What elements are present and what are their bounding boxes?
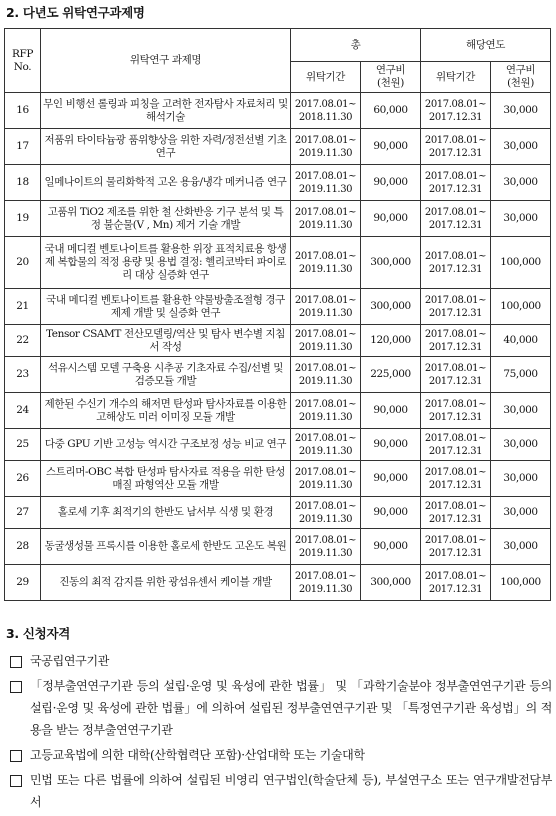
total-period-cell: 2017.08.01~ 2019.11.30 xyxy=(291,357,361,393)
project-title-cell: 스트리머-OBC 복합 탄성파 탐사자료 적용을 위한 탄성매질 파형역산 모듈 개발 xyxy=(41,461,291,497)
project-title-cell: 저품위 타이타늄광 품위향상을 위한 자력/정전선별 기초연구 xyxy=(41,129,291,165)
table-row xyxy=(5,357,551,393)
table-row xyxy=(5,237,551,289)
total-period-cell: 2017.08.01~ 2019.11.30 xyxy=(291,461,361,497)
eligibility-item xyxy=(6,675,552,741)
total-cost-cell: 90,000 xyxy=(361,393,421,429)
year-cost-cell: 30,000 xyxy=(491,93,551,129)
rfp-no-cell: 24 xyxy=(5,393,41,429)
project-title-cell: 고품위 TiO2 제조를 위한 철 산화반응 기구 분석 및 특정 불순물(V , Mn) 제거 기술 개발 xyxy=(41,201,291,237)
eligibility-item xyxy=(6,744,552,766)
project-title-cell: Tensor CSAMT 전산모델링/역산 및 탐사 변수별 지침서 작성 xyxy=(41,325,291,357)
rfp-no-cell: 29 xyxy=(5,565,41,601)
year-period-cell: 2017.08.01~ 2017.12.31 xyxy=(421,325,491,357)
header-current-year: 해당연도 xyxy=(421,29,551,62)
year-period-cell: 2017.08.01~ 2017.12.31 xyxy=(421,165,491,201)
section2-title: 2. 다년도 위탁연구과제명 xyxy=(6,5,145,20)
year-period-cell: 2017.08.01~ 2017.12.31 xyxy=(421,461,491,497)
project-title-cell: 국내 메디컬 벤토나이트를 활용한 약물방출조절형 경구제제 개발 및 실증화 연구 xyxy=(41,289,291,325)
total-cost-cell: 90,000 xyxy=(361,497,421,529)
total-cost-cell: 90,000 xyxy=(361,201,421,237)
section3-title: 3. 신청자격 xyxy=(6,626,70,641)
total-period-cell: 2017.08.01~ 2019.11.30 xyxy=(291,165,361,201)
table-row xyxy=(5,201,551,237)
project-title-cell: 홀로세 기후 최적기의 한반도 남서부 식생 및 환경 xyxy=(41,497,291,529)
project-title-cell: 진동의 최적 감지를 위한 광섬유센서 케이블 개발 xyxy=(41,565,291,601)
total-period-cell: 2017.08.01~ 2019.11.30 xyxy=(291,201,361,237)
year-period-cell: 2017.08.01~ 2017.12.31 xyxy=(421,93,491,129)
header-total-cost: 연구비 (천원) xyxy=(361,62,421,93)
table-row xyxy=(5,129,551,165)
year-cost-cell: 30,000 xyxy=(491,129,551,165)
rfp-no-cell: 21 xyxy=(5,289,41,325)
year-period-cell: 2017.08.01~ 2017.12.31 xyxy=(421,289,491,325)
header-year-period: 위탁기간 xyxy=(421,62,491,93)
year-cost-cell: 100,000 xyxy=(491,237,551,289)
project-title-cell: 석유시스템 모델 구축용 시추공 기초자료 수집/선별 및 검증모듈 개발 xyxy=(41,357,291,393)
rfp-no-cell: 16 xyxy=(5,93,41,129)
table-row xyxy=(5,461,551,497)
total-cost-cell: 60,000 xyxy=(361,93,421,129)
year-period-cell: 2017.08.01~ 2017.12.31 xyxy=(421,357,491,393)
project-title-cell: 제한된 수신기 개수의 해저면 탄성파 탐사자료를 이용한 고해상도 미러 이미징 모듈 개발 xyxy=(41,393,291,429)
year-cost-cell: 100,000 xyxy=(491,565,551,601)
checkbox[interactable] xyxy=(10,681,22,693)
total-period-cell: 2017.08.01~ 2019.11.30 xyxy=(291,565,361,601)
total-cost-cell: 90,000 xyxy=(361,129,421,165)
year-cost-cell: 30,000 xyxy=(491,497,551,529)
year-period-cell: 2017.08.01~ 2017.12.31 xyxy=(421,393,491,429)
eligibility-text: 민법 또는 다른 법률에 의하여 설립된 비영리 연구법인(학술단체 등), 부설연구소 또는 연구개발전담부서 xyxy=(30,773,552,809)
year-period-cell: 2017.08.01~ 2017.12.31 xyxy=(421,529,491,565)
table-row xyxy=(5,565,551,601)
rfp-no-cell: 18 xyxy=(5,165,41,201)
rfp-no-cell: 17 xyxy=(5,129,41,165)
total-period-cell: 2017.08.01~ 2019.11.30 xyxy=(291,497,361,529)
total-cost-cell: 300,000 xyxy=(361,289,421,325)
total-cost-cell: 120,000 xyxy=(361,325,421,357)
rfp-no-cell: 27 xyxy=(5,497,41,529)
year-cost-cell: 75,000 xyxy=(491,357,551,393)
header-rfp-no: RFP No. xyxy=(5,29,41,93)
header-year-cost: 연구비 (천원) xyxy=(491,62,551,93)
header-total: 총 xyxy=(291,29,421,62)
rfp-no-cell: 25 xyxy=(5,429,41,461)
table-row xyxy=(5,165,551,201)
eligibility-item xyxy=(6,769,552,813)
table-row xyxy=(5,393,551,429)
total-cost-cell: 90,000 xyxy=(361,461,421,497)
total-period-cell: 2017.08.01~ 2019.11.30 xyxy=(291,429,361,461)
table-row xyxy=(5,325,551,357)
year-cost-cell: 30,000 xyxy=(491,461,551,497)
year-period-cell: 2017.08.01~ 2017.12.31 xyxy=(421,429,491,461)
eligibility-list xyxy=(6,650,552,816)
eligibility-text: 「정부출연연구기관 등의 설립·운영 및 육성에 관한 법률」 및 「과학기술분야 정부출연연구기관 등의 설립·운영 및 육성에 관한 법률」에 의하여 설립된 정부출연연구기관 및 「특정연구기관 육성법」의 적용을 받는 정부출연연구기관 xyxy=(30,679,552,737)
year-cost-cell: 30,000 xyxy=(491,429,551,461)
rfp-no-cell: 23 xyxy=(5,357,41,393)
project-title-cell: 무인 비행선 롤링과 피칭을 고려한 전자탐사 자료처리 및 해석기술 xyxy=(41,93,291,129)
eligibility-text: 고등교육법에 의한 대학(산학협력단 포함)·산업대학 또는 기술대학 xyxy=(30,748,365,762)
checkbox[interactable] xyxy=(10,775,22,787)
total-period-cell: 2017.08.01~ 2019.11.30 xyxy=(291,393,361,429)
year-period-cell: 2017.08.01~ 2017.12.31 xyxy=(421,565,491,601)
table-row xyxy=(5,93,551,129)
year-cost-cell: 30,000 xyxy=(491,529,551,565)
total-cost-cell: 90,000 xyxy=(361,529,421,565)
table-body xyxy=(5,93,551,601)
total-period-cell: 2017.08.01~ 2018.11.30 xyxy=(291,93,361,129)
year-period-cell: 2017.08.01~ 2017.12.31 xyxy=(421,201,491,237)
project-title-cell: 다중 GPU 기반 고성능 역시간 구조보정 성능 비교 연구 xyxy=(41,429,291,461)
year-period-cell: 2017.08.01~ 2017.12.31 xyxy=(421,497,491,529)
rfp-no-cell: 22 xyxy=(5,325,41,357)
eligibility-text: 국공립연구기관 xyxy=(30,654,110,668)
header-total-period: 위탁기간 xyxy=(291,62,361,93)
total-cost-cell: 90,000 xyxy=(361,165,421,201)
total-cost-cell: 300,000 xyxy=(361,565,421,601)
year-cost-cell: 40,000 xyxy=(491,325,551,357)
project-title-cell: 일메나이트의 물리화학적 고온 용융/냉각 메커니즘 연구 xyxy=(41,165,291,201)
total-period-cell: 2017.08.01~ 2019.11.30 xyxy=(291,129,361,165)
rfp-no-cell: 20 xyxy=(5,237,41,289)
table-row xyxy=(5,289,551,325)
total-cost-cell: 90,000 xyxy=(361,429,421,461)
total-period-cell: 2017.08.01~ 2019.11.30 xyxy=(291,289,361,325)
year-cost-cell: 30,000 xyxy=(491,393,551,429)
total-period-cell: 2017.08.01~ 2019.11.30 xyxy=(291,529,361,565)
table-row xyxy=(5,529,551,565)
year-period-cell: 2017.08.01~ 2017.12.31 xyxy=(421,237,491,289)
project-title-cell: 국내 메디컬 벤토나이트를 활용한 위장 표적치료용 항생제 복합물의 적정 용량 및 용법 결정: 헬리코박터 파이로리 대상 실증화 연구 xyxy=(41,237,291,289)
total-period-cell: 2017.08.01~ 2019.11.30 xyxy=(291,325,361,357)
year-cost-cell: 30,000 xyxy=(491,201,551,237)
table-row xyxy=(5,497,551,529)
eligibility-item xyxy=(6,650,552,672)
header-project-name: 위탁연구 과제명 xyxy=(41,29,291,93)
rfp-no-cell: 28 xyxy=(5,529,41,565)
total-cost-cell: 225,000 xyxy=(361,357,421,393)
checkbox[interactable] xyxy=(10,750,22,762)
project-table xyxy=(4,28,551,601)
total-period-cell: 2017.08.01~ 2019.11.30 xyxy=(291,237,361,289)
year-period-cell: 2017.08.01~ 2017.12.31 xyxy=(421,129,491,165)
rfp-no-cell: 19 xyxy=(5,201,41,237)
table-row xyxy=(5,429,551,461)
year-cost-cell: 100,000 xyxy=(491,289,551,325)
rfp-no-cell: 26 xyxy=(5,461,41,497)
year-cost-cell: 30,000 xyxy=(491,165,551,201)
checkbox[interactable] xyxy=(10,656,22,668)
project-title-cell: 동굴생성물 프록시를 이용한 홀로세 한반도 고온도 복원 xyxy=(41,529,291,565)
total-cost-cell: 300,000 xyxy=(361,237,421,289)
